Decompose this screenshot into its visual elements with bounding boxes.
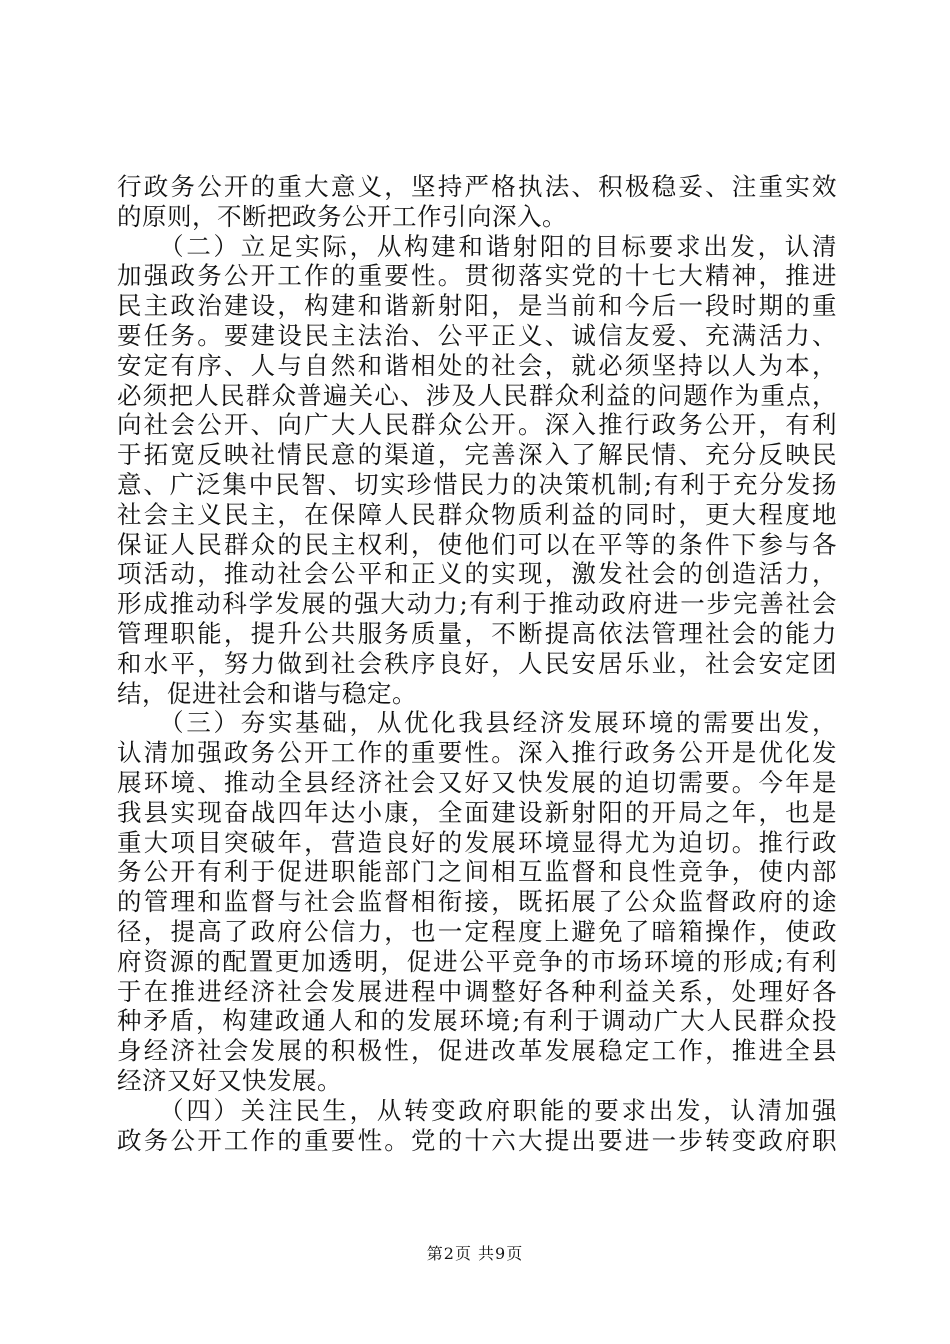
text-line: 向社会公开、向广大人民群众公开。深入推行政务公开，有利: [117, 410, 837, 440]
text-line: 形成推动科学发展的强大动力;有利于推动政府进一步完善社会: [117, 589, 837, 619]
text-line: 于在推进经济社会发展进程中调整好各种利益关系，处理好各: [117, 976, 837, 1006]
text-line: 要任务。要建设民主法治、公平正义、诚信友爱、充满活力、: [117, 320, 837, 350]
text-line: （四）关注民生，从转变政府职能的要求出发，认清加强: [117, 1095, 837, 1125]
text-line: 径，提高了政府公信力，也一定程度上避免了暗箱操作，使政: [117, 916, 837, 946]
text-line: 我县实现奋战四年达小康，全面建设新射阳的开局之年，也是: [117, 797, 837, 827]
text-line: 务公开有利于促进职能部门之间相互监督和良性竞争，使内部: [117, 857, 837, 887]
text-line: 意、广泛集中民智、切实珍惜民力的决策机制;有利于充分发扬: [117, 469, 837, 499]
page-number-footer: 第2页 共9页: [426, 1244, 524, 1263]
text-line: 行政务公开的重大意义，坚持严格执法、积极稳妥、注重实效: [117, 172, 837, 201]
text-line: 结，促进社会和谐与稳定。: [117, 678, 417, 708]
text-line: 民主政治建设，构建和谐新射阳，是当前和今后一段时期的重: [117, 291, 837, 321]
text-line: 和水平，努力做到社会秩序良好，人民安居乐业，社会安定团: [117, 648, 837, 678]
body-text: [117, 172, 837, 1155]
text-line: 加强政务公开工作的重要性。贯彻落实党的十七大精神，推进: [117, 261, 837, 291]
text-line: （二）立足实际，从构建和谐射阳的目标要求出发，认清: [117, 231, 837, 261]
text-line: （三）夯实基础，从优化我县经济发展环境的需要出发，: [117, 708, 837, 738]
text-line: 身经济社会发展的积极性，促进改革发展稳定工作，推进全县: [117, 1036, 837, 1066]
text-line: 政务公开工作的重要性。党的十六大提出要进一步转变政府职: [117, 1125, 837, 1155]
text-line: 社会主义民主，在保障人民群众物质利益的同时，更大程度地: [117, 499, 837, 529]
text-line: 种矛盾，构建政通人和的发展环境;有利于调动广大人民群众投: [117, 1006, 837, 1036]
text-line: 认清加强政务公开工作的重要性。深入推行政务公开是优化发: [117, 738, 837, 768]
text-line: 保证人民群众的民主权利，使他们可以在平等的条件下参与各: [117, 529, 837, 559]
text-line: 展环境、推动全县经济社会又好又快发展的迫切需要。今年是: [117, 767, 837, 797]
text-line: 管理职能，提升公共服务质量，不断提高依法管理社会的能力: [117, 618, 837, 648]
text-line: 项活动，推动社会公平和正义的实现，激发社会的创造活力，: [117, 559, 837, 589]
text-line: 经济又好又快发展。: [117, 1065, 342, 1095]
text-line: 于拓宽反映社情民意的渠道，完善深入了解民情、充分反映民: [117, 440, 837, 470]
text-line: 的管理和监督与社会监督相衔接，既拓展了公众监督政府的途: [117, 887, 837, 917]
text-line: 安定有序、人与自然和谐相处的社会，就必须坚持以人为本，: [117, 350, 837, 380]
text-line: 府资源的配置更加透明，促进公平竞争的市场环境的形成;有利: [117, 946, 837, 976]
text-line: 重大项目突破年，营造良好的发展环境显得尤为迫切。推行政: [117, 827, 837, 857]
text-line: 的原则，不断把政务公开工作引向深入。: [117, 201, 567, 231]
text-line: 必须把人民群众普遍关心、涉及人民群众利益的问题作为重点，: [117, 380, 837, 410]
